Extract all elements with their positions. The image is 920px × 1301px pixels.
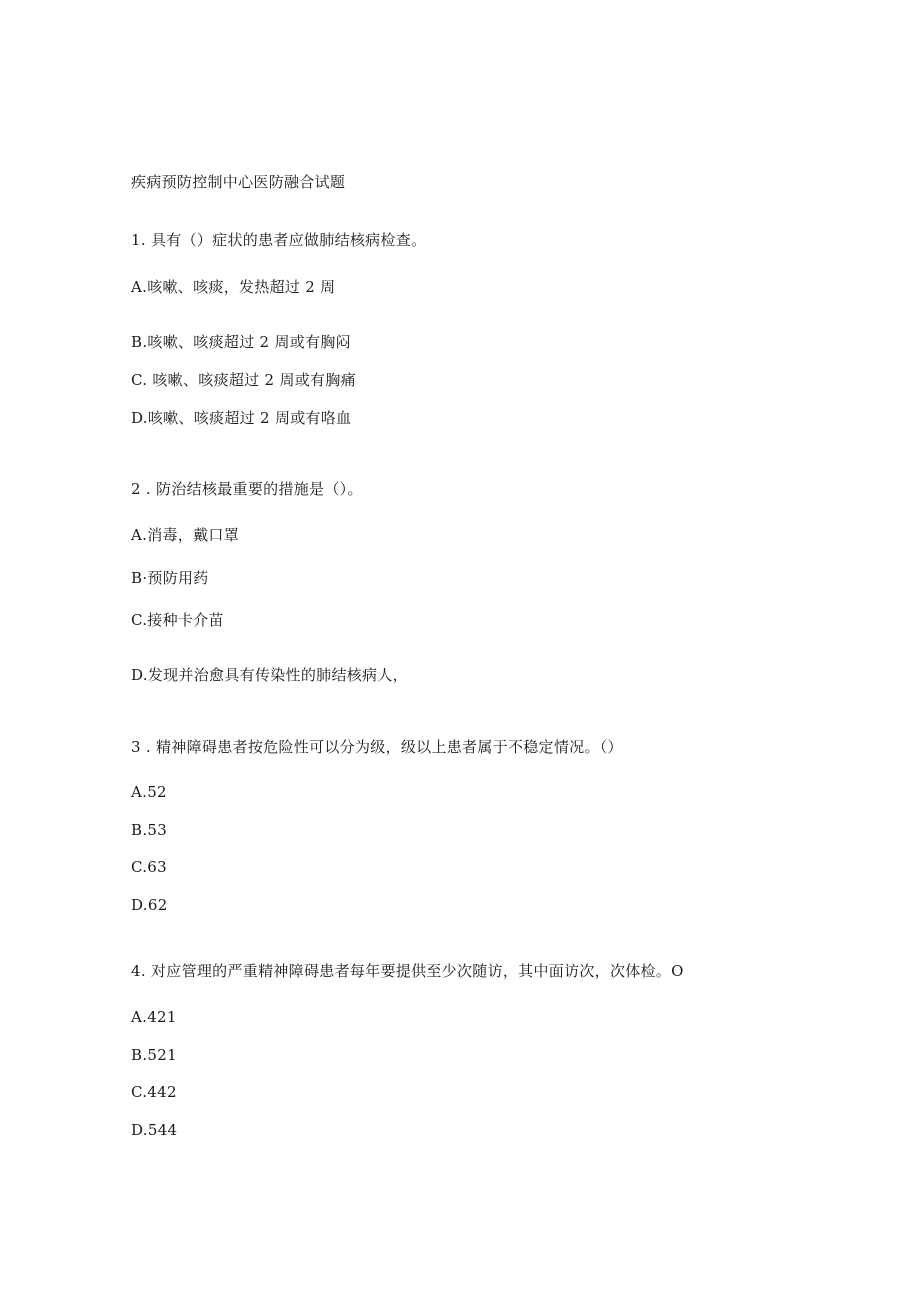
option-c: C.63	[131, 858, 167, 876]
question-stem: 1. 具有（）症状的患者应做肺结核病检查。	[131, 231, 427, 249]
question-stem: 4. 对应管理的严重精神障碍患者每年要提供至少次随访，其中面访次，次体检。O	[131, 962, 684, 980]
option-a: A.52	[131, 783, 167, 801]
option-b: B.521	[131, 1046, 177, 1064]
option-d: D.咳嗽、咳痰超过 2 周或有咯血	[131, 409, 352, 427]
option-c: C.442	[131, 1083, 177, 1101]
option-a: A.消毒，戴口罩	[131, 526, 240, 544]
option-d: D.62	[131, 896, 168, 914]
option-b: B·预防用药	[131, 569, 209, 587]
question-stem: 3 . 精神障碍患者按危险性可以分为级，级以上患者属于不稳定情况。（）	[131, 738, 623, 756]
option-c: C. 咳嗽、咳痰超过 2 周或有胸痛	[131, 371, 356, 389]
option-a: A.421	[131, 1008, 177, 1026]
option-b: B.53	[131, 821, 168, 839]
option-b: B.咳嗽、咳痰超过 2 周或有胸闷	[131, 333, 351, 351]
question-stem: 2 . 防治结核最重要的措施是（）。	[131, 480, 363, 498]
option-a: A.咳嗽、咳痰，发热超过 2 周	[131, 278, 336, 296]
option-d: D.544	[131, 1121, 178, 1139]
option-c: C.接种卡介苗	[131, 611, 224, 629]
page-title: 疾病预防控制中心医防融合试题	[131, 173, 346, 191]
option-d: D.发现并治愈具有传染性的肺结核病人，	[131, 666, 408, 684]
